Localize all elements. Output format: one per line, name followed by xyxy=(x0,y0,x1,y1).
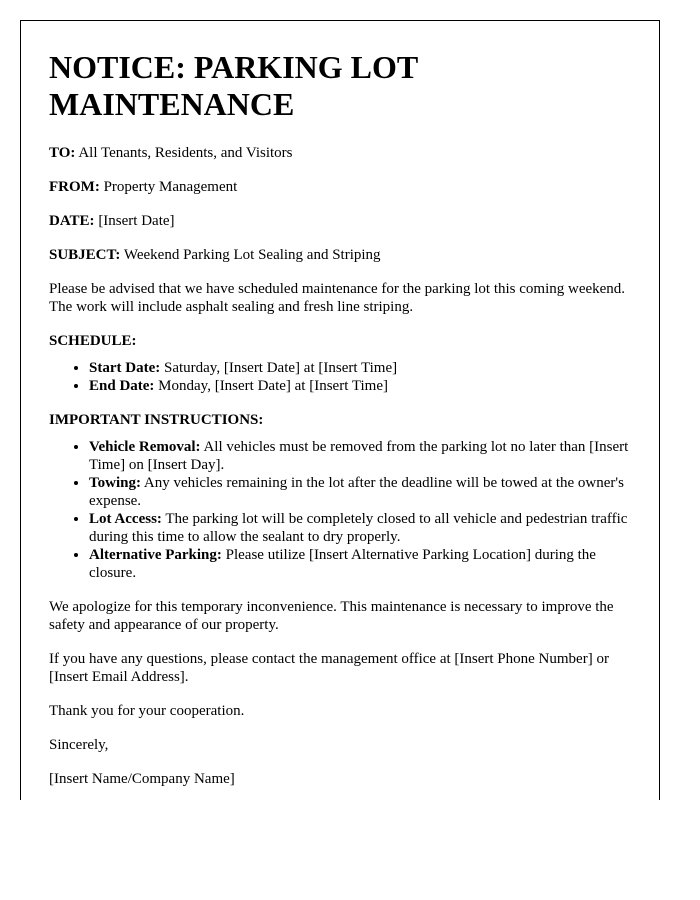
to-label: TO: xyxy=(49,145,76,161)
date-field xyxy=(49,212,631,230)
instruction-text: The parking lot will be completely closed to all vehicle and pedestrian traffic during this time to allow the sealant to dry properly. xyxy=(89,511,628,545)
instructions-heading: IMPORTANT INSTRUCTIONS: xyxy=(49,412,264,428)
list-item xyxy=(89,510,631,546)
instruction-text: All vehicles must be removed from the parking lot no later than [Insert Time] on [Insert Day]. xyxy=(89,439,629,473)
contact-paragraph: If you have any questions, please contact the management office at [Insert Phone Number] or [Insert Email Address]. xyxy=(49,651,609,685)
from-value: Property Management xyxy=(103,179,238,195)
schedule-item-text: Saturday, [Insert Date] at [Insert Time] xyxy=(163,360,398,376)
instructions-list xyxy=(49,438,631,582)
list-item xyxy=(89,474,631,510)
list-item xyxy=(89,377,631,395)
instruction-label: Alternative Parking: xyxy=(89,547,222,563)
list-item xyxy=(89,359,631,377)
date-label: DATE: xyxy=(49,213,95,229)
title-line-2: MAINTENANCE xyxy=(49,86,295,122)
schedule-item-label: End Date: xyxy=(89,378,155,394)
page-title xyxy=(49,49,631,123)
date-value: [Insert Date] xyxy=(98,213,175,229)
instruction-label: Lot Access: xyxy=(89,511,162,527)
to-field xyxy=(49,144,631,162)
intro-paragraph: Please be advised that we have scheduled maintenance for the parking lot this coming weekend. The work will include asphalt sealing and fresh line striping. xyxy=(49,281,626,315)
subject-field xyxy=(49,246,631,264)
closing-text: Sincerely, xyxy=(49,737,109,753)
title-line-1: NOTICE: PARKING LOT xyxy=(49,49,419,85)
instruction-text: Please utilize [Insert Alternative Parking Location] during the closure. xyxy=(89,547,596,581)
from-label: FROM: xyxy=(49,179,100,195)
thanks-paragraph: Thank you for your cooperation. xyxy=(49,703,245,719)
schedule-list xyxy=(49,359,631,395)
signature-text: [Insert Name/Company Name] xyxy=(49,771,235,787)
apology-paragraph: We apologize for this temporary inconvenience. This maintenance is necessary to improve the safety and appearance of our property. xyxy=(49,599,614,633)
instruction-label: Towing: xyxy=(89,475,141,491)
instruction-text: Any vehicles remaining in the lot after the deadline will be towed at the owner's expense. xyxy=(89,475,624,509)
subject-value: Weekend Parking Lot Sealing and Striping xyxy=(123,247,381,263)
schedule-heading: SCHEDULE: xyxy=(49,333,137,349)
notice-document xyxy=(20,20,660,800)
list-item xyxy=(89,546,631,582)
schedule-item-label: Start Date: xyxy=(89,360,161,376)
schedule-item-text: Monday, [Insert Date] at [Insert Time] xyxy=(158,378,388,394)
from-field xyxy=(49,178,631,196)
list-item xyxy=(89,438,631,474)
instruction-label: Vehicle Removal: xyxy=(89,439,201,455)
to-value: All Tenants, Residents, and Visitors xyxy=(78,145,293,161)
subject-label: SUBJECT: xyxy=(49,247,121,263)
